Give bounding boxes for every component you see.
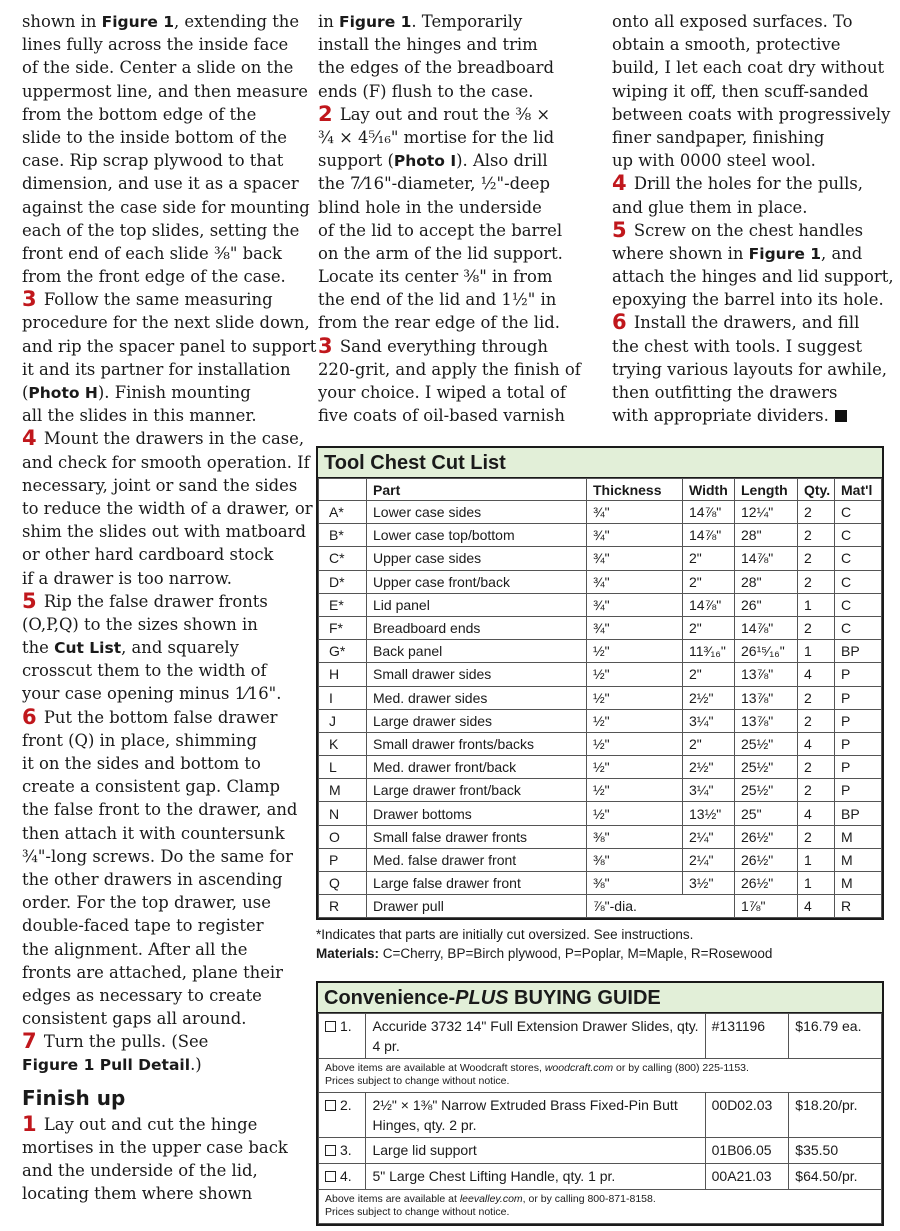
text-line: 3 Sand everything through (318, 333, 548, 358)
table-cell: P (835, 709, 882, 732)
table-cell: ½" (587, 709, 683, 732)
table-cell: L (319, 756, 367, 779)
step-number: 4 (612, 171, 627, 196)
table-cell: Small false drawer fronts (367, 825, 587, 848)
table-cell: 3½" (683, 872, 735, 895)
table-cell: 2" (683, 616, 735, 639)
text-line: and rip the spacer panel to support (22, 336, 317, 356)
text-line: the Cut List, and squarely (22, 638, 239, 658)
table-cell: N (319, 802, 367, 825)
text-line: it on the sides and bottom to (22, 754, 261, 773)
table-row (319, 616, 882, 639)
checkbox-icon (325, 1100, 336, 1111)
table-cell: P (835, 686, 882, 709)
table-cell: 2 (798, 756, 835, 779)
text-line: install the hinges and trim (318, 35, 538, 55)
text-line: shown in Figure 1, extending the (22, 12, 300, 31)
text-line: procedure for the next slide down, (22, 313, 310, 333)
text-line: where shown in Figure 1, and (612, 243, 863, 263)
buying-guide-title: Convenience-PLUS BUYING GUIDE (318, 983, 882, 1013)
table-cell: 2 (798, 501, 835, 524)
table-row (319, 895, 882, 918)
table-cell: 2" (683, 663, 735, 686)
table-row (319, 709, 882, 732)
table-cell: 1 (798, 872, 835, 895)
text-line: slide to the inside bottom of the (22, 127, 288, 147)
text-line: blind hole in the underside (318, 197, 542, 217)
text-line: trying various layouts for awhile, (612, 359, 887, 379)
text-line: 3 Follow the same measuring (22, 287, 273, 312)
text-line: the alignment. After all the (22, 939, 248, 959)
text-line: 4 Mount the drawers in the case, (22, 426, 305, 451)
table-cell: ⅜" (587, 825, 683, 848)
text-line: of the side. Center a slide on the (22, 58, 294, 78)
text-line: case. Rip scrap plywood to that (22, 151, 284, 171)
table-cell: 25½" (735, 779, 798, 802)
text-line: Locate its center ⅜" in from (318, 267, 553, 287)
text-line: if a drawer is too narrow. (22, 568, 232, 588)
text-line: with appropriate dividers. (612, 404, 892, 427)
guide-item-3: 3. Large lid support 01B06.05 $35.50 (319, 1138, 882, 1164)
table-cell: H (319, 663, 367, 686)
text-column-1 (22, 10, 317, 1205)
table-cell: 28" (735, 570, 798, 593)
table-cell: 13⅞" (735, 663, 798, 686)
table-cell: 1 (798, 640, 835, 663)
table-cell: C (835, 593, 882, 616)
table-cell: ⅞"-dia. (587, 895, 735, 918)
reference-label: Figure 1 Pull Detail (22, 1056, 191, 1075)
table-row (319, 732, 882, 755)
table-cell: ¾" (587, 501, 683, 524)
table-cell: 25½" (735, 756, 798, 779)
reference-label: Photo I (393, 152, 457, 171)
table-cell: 26½" (735, 872, 798, 895)
table-cell: I (319, 686, 367, 709)
text-column-2 (318, 10, 588, 427)
table-cell: B* (319, 524, 367, 547)
text-line: front end of each slide ⅜" back (22, 243, 282, 263)
table-row (319, 848, 882, 871)
text-line: from the bottom edge of the (22, 104, 257, 124)
table-cell: Breadboard ends (367, 616, 587, 639)
text-line: or other hard cardboard stock (22, 545, 274, 565)
table-cell: 2½" (683, 686, 735, 709)
step-number: 3 (22, 287, 37, 312)
reference-label: Figure 1 (748, 244, 822, 263)
table-cell: ½" (587, 756, 683, 779)
reference-label: Photo H (28, 384, 98, 402)
table-cell: E* (319, 593, 367, 616)
column-header: Qty. (798, 479, 835, 501)
table-row (319, 802, 882, 825)
text-line: attach the hinges and lid support, (612, 267, 894, 287)
table-cell: 2½" (683, 756, 735, 779)
table-cell: P (319, 848, 367, 871)
table-cell: 14⅞" (683, 501, 735, 524)
table-cell: ⅜" (587, 848, 683, 871)
table-cell: 12¼" (735, 501, 798, 524)
text-line: build, I let each coat dry without (612, 58, 885, 78)
text-line: shim the slides out with matboard (22, 522, 306, 542)
table-cell: ¾" (587, 616, 683, 639)
table-cell: ¾" (587, 570, 683, 593)
text-line: 1 Lay out and cut the hinge (22, 1111, 258, 1136)
text-line: 6 Install the drawers, and fill (612, 310, 860, 335)
reference-label: Figure 1 (339, 13, 412, 31)
oversize-note: *Indicates that parts are initially cut oversized. See instructions. (316, 927, 694, 942)
table-cell: Med. drawer sides (367, 686, 587, 709)
table-cell: ½" (587, 802, 683, 825)
table-cell: M (835, 825, 882, 848)
table-cell: 2¼" (683, 825, 735, 848)
table-cell: P (835, 732, 882, 755)
text-line: and check for smooth operation. If (22, 452, 310, 472)
table-cell: 14⅞" (735, 616, 798, 639)
text-line: from the front edge of the case. (22, 267, 286, 287)
column-header: Length (735, 479, 798, 501)
table-cell: D* (319, 570, 367, 593)
finish-up-heading: Finish up (22, 1085, 126, 1110)
text-line: 220-grit, and apply the finish of (318, 359, 581, 379)
table-cell: 26¹⁵⁄₁₆" (735, 640, 798, 663)
text-line: the end of the lid and 1½" in (318, 290, 557, 310)
step-number: 7 (22, 1029, 37, 1054)
column-header: Mat'l (835, 479, 882, 501)
text-line: uppermost line, and then measure (22, 81, 309, 101)
table-cell: 14⅞" (683, 524, 735, 547)
table-cell: 13⅞" (735, 686, 798, 709)
text-line: locating them where shown (22, 1184, 253, 1204)
table-row (319, 570, 882, 593)
table-cell: ½" (587, 640, 683, 663)
step-number: 1 (22, 1111, 37, 1136)
step-number: 5 (22, 588, 37, 613)
table-cell: 14⅞" (735, 547, 798, 570)
step-number: 6 (612, 310, 627, 335)
table-cell: G* (319, 640, 367, 663)
text-line: the other drawers in ascending (22, 869, 283, 889)
materials-key: Materials: C=Cherry, BP=Birch plywood, P=Poplar, M=Maple, R=Rosewood (316, 946, 773, 961)
table-row (319, 501, 882, 524)
text-line: and the underside of the lid, (22, 1161, 258, 1180)
text-line: in Figure 1. Temporarily (318, 12, 523, 31)
table-cell: C (835, 616, 882, 639)
table-row (319, 593, 882, 616)
table-cell: ¾" (587, 547, 683, 570)
text-line: up with 0000 steel wool. (612, 151, 816, 171)
text-line: consistent gaps all around. (22, 1009, 247, 1029)
table-cell: 4 (798, 895, 835, 918)
table-cell: Med. false drawer front (367, 848, 587, 871)
guide-item-2: 2. 2½" × 1⅜" Narrow Extruded Brass Fixed-Pin Butt Hinges, qty. 2 pr. 00D02.03 $18.20/pr. (319, 1093, 882, 1138)
cut-list-header-row (319, 479, 882, 501)
table-cell: 13⅞" (735, 709, 798, 732)
table-row (319, 779, 882, 802)
table-cell: Q (319, 872, 367, 895)
text-line: your choice. I wiped a total of (318, 383, 566, 402)
text-line: 2 Lay out and rout the ⅜ × (318, 101, 551, 126)
reference-label: Cut List (54, 639, 122, 658)
text-line: necessary, joint or sand the sides (22, 475, 298, 495)
table-cell: 1⅞" (735, 895, 798, 918)
table-cell: F* (319, 616, 367, 639)
table-cell: 26½" (735, 825, 798, 848)
text-line: Figure 1 Pull Detail.) (22, 1055, 202, 1075)
table-cell: Lower case top/bottom (367, 524, 587, 547)
step-number: 4 (22, 426, 37, 451)
text-line: your case opening minus 1⁄16". (22, 684, 282, 704)
table-cell: C (835, 570, 882, 593)
table-cell: 26" (735, 593, 798, 616)
table-cell: M (835, 872, 882, 895)
text-line: mortises in the upper case back (22, 1137, 288, 1157)
step-number: 5 (612, 217, 627, 242)
leevalley-note: Above items are available at leevalley.com, or by calling 800-871-8158. Prices subject to change without notice. (319, 1190, 882, 1224)
table-cell: 2 (798, 686, 835, 709)
table-cell: J (319, 709, 367, 732)
column-header: Part (367, 479, 587, 501)
column-header (319, 479, 367, 501)
text-line: support (Photo I). Also drill (318, 151, 548, 171)
text-line: 4 Drill the holes for the pulls, (612, 171, 863, 196)
table-cell: 2 (798, 825, 835, 848)
table-cell: BP (835, 802, 882, 825)
table-cell: ½" (587, 732, 683, 755)
table-cell: ¾" (587, 524, 683, 547)
text-line: order. For the top drawer, use (22, 893, 271, 913)
cut-list-footnote (316, 925, 891, 963)
table-cell: Large false drawer front (367, 872, 587, 895)
table-cell: 2" (683, 547, 735, 570)
table-cell: Large drawer front/back (367, 779, 587, 802)
text-line: it and its partner for installation (22, 359, 291, 379)
table-cell: Back panel (367, 640, 587, 663)
text-line: wiping it off, then scuff-sanded (612, 81, 869, 101)
table-cell: 2¼" (683, 848, 735, 871)
table-cell: 4 (798, 802, 835, 825)
table-row (319, 686, 882, 709)
text-line: obtain a smooth, protective (612, 35, 841, 55)
woodcraft-note: Above items are available at Woodcraft stores, woodcraft.com or by calling (800) 225-1153. Prices subject to change without notice. (319, 1059, 882, 1093)
checkbox-icon (325, 1145, 336, 1156)
table-cell: 13½" (683, 802, 735, 825)
table-cell: Large drawer sides (367, 709, 587, 732)
table-cell: Lid panel (367, 593, 587, 616)
text-line: lines fully across the inside face (22, 35, 289, 55)
text-line: 5 Screw on the chest handles (612, 217, 864, 242)
table-cell: 3¼" (683, 709, 735, 732)
table-cell: 2" (683, 732, 735, 755)
table-cell: 2 (798, 524, 835, 547)
cut-list-table (316, 446, 884, 920)
table-cell: P (835, 756, 882, 779)
text-line: then outfitting the drawers (612, 383, 838, 402)
table-cell: 3¼" (683, 779, 735, 802)
step-number: 3 (318, 333, 333, 358)
text-line: epoxying the barrel into its hole. (612, 290, 884, 310)
text-line: then attach it with countersunk (22, 823, 285, 843)
table-cell: 4 (798, 663, 835, 686)
table-row (319, 756, 882, 779)
table-cell: C* (319, 547, 367, 570)
table-cell: P (835, 779, 882, 802)
table-cell: Upper case front/back (367, 570, 587, 593)
table-cell: 2 (798, 779, 835, 802)
text-line: edges as necessary to create (22, 985, 262, 1005)
text-line: finer sandpaper, finishing (612, 127, 825, 147)
table-cell: C (835, 501, 882, 524)
cut-list-title: Tool Chest Cut List (318, 448, 882, 478)
table-cell: O (319, 825, 367, 848)
buying-guide (316, 981, 884, 1226)
reference-label: Figure 1 (101, 13, 175, 31)
text-line: 6 Put the bottom false drawer (22, 704, 278, 729)
table-cell: 2 (798, 616, 835, 639)
table-cell: 11³⁄₁₆" (683, 640, 735, 663)
checkbox-icon (325, 1171, 336, 1182)
text-line: of the lid to accept the barrel (318, 220, 563, 240)
table-cell: 1 (798, 848, 835, 871)
text-line: fronts are attached, plane their (22, 962, 284, 982)
step-number: 6 (22, 704, 37, 729)
table-cell: ½" (587, 663, 683, 686)
table-cell: 26½" (735, 848, 798, 871)
table-cell: Upper case sides (367, 547, 587, 570)
table-cell: Drawer pull (367, 895, 587, 918)
table-cell: ⅜" (587, 872, 683, 895)
text-line: crosscut them to the width of (22, 661, 267, 681)
text-line: double-faced tape to register (22, 916, 264, 936)
table-cell: 2 (798, 547, 835, 570)
table-cell: 2" (683, 570, 735, 593)
table-cell: 4 (798, 732, 835, 755)
table-cell: R (319, 895, 367, 918)
text-line: and glue them in place. (612, 197, 808, 217)
text-line: between coats with progressively (612, 104, 891, 124)
table-cell: 2 (798, 570, 835, 593)
text-line: five coats of oil-based varnish (318, 406, 565, 426)
text-line: onto all exposed surfaces. To (612, 12, 853, 31)
text-line: ¾ × 4⁵⁄₁₆" mortise for the lid (318, 127, 555, 147)
text-line: against the case side for mounting (22, 197, 310, 217)
table-cell: ½" (587, 779, 683, 802)
text-line: 5 Rip the false drawer fronts (22, 588, 268, 613)
end-mark-icon (835, 410, 847, 422)
text-column-3 (612, 10, 892, 427)
table-cell: Small drawer sides (367, 663, 587, 686)
table-row (319, 663, 882, 686)
text-line: the false front to the drawer, and (22, 800, 298, 820)
table-cell: M (319, 779, 367, 802)
text-line: all the slides in this manner. (22, 406, 257, 426)
text-line: dimension, and use it as a spacer (22, 174, 299, 194)
column-header: Width (683, 479, 735, 501)
table-cell: 25" (735, 802, 798, 825)
text-line: create a consistent gap. Clamp (22, 777, 281, 797)
table-cell: 28" (735, 524, 798, 547)
column-header: Thickness (587, 479, 683, 501)
table-cell: P (835, 663, 882, 686)
table-cell: 2 (798, 709, 835, 732)
table-cell: C (835, 547, 882, 570)
table-cell: 14⅞" (683, 593, 735, 616)
text-line: front (Q) in place, shimming (22, 730, 257, 750)
table-cell: M (835, 848, 882, 871)
table-cell: BP (835, 640, 882, 663)
table-row (319, 547, 882, 570)
text-line: the 7⁄16"-diameter, ½"-deep (318, 174, 550, 194)
text-line: the edges of the breadboard (318, 58, 555, 78)
table-cell: C (835, 524, 882, 547)
table-cell: Lower case sides (367, 501, 587, 524)
table-cell: Drawer bottoms (367, 802, 587, 825)
text-line: to reduce the width of a drawer, or (22, 498, 313, 518)
text-line: ¾"-long screws. Do the same for (22, 846, 293, 866)
text-line: the chest with tools. I suggest (612, 336, 863, 356)
text-line: (Photo H). Finish mounting (22, 383, 251, 402)
table-row (319, 872, 882, 895)
table-cell: Small drawer fronts/backs (367, 732, 587, 755)
guide-item-4: 4. 5" Large Chest Lifting Handle, qty. 1 pr. 00A21.03 $64.50/pr. (319, 1164, 882, 1190)
table-cell: 25½" (735, 732, 798, 755)
table-cell: A* (319, 501, 367, 524)
checkbox-icon (325, 1021, 336, 1032)
text-line: ends (F) flush to the case. (318, 81, 534, 101)
table-cell: ¾" (587, 593, 683, 616)
table-cell: ½" (587, 686, 683, 709)
table-cell: 1 (798, 593, 835, 616)
table-cell: K (319, 732, 367, 755)
table-row (319, 640, 882, 663)
text-line: (O,P,Q) to the sizes shown in (22, 614, 258, 634)
text-line: on the arm of the lid support. (318, 243, 563, 263)
text-line: each of the top slides, setting the (22, 220, 300, 240)
text-line: 7 Turn the pulls. (See (22, 1029, 209, 1054)
table-row (319, 524, 882, 547)
table-cell: R (835, 895, 882, 918)
table-row (319, 825, 882, 848)
step-number: 2 (318, 101, 333, 126)
table-cell: Med. drawer front/back (367, 756, 587, 779)
text-line: from the rear edge of the lid. (318, 313, 560, 333)
guide-item-1: 1. Accuride 3732 14" Full Extension Drawer Slides, qty. 4 pr. #131196 $16.79 ea. (319, 1014, 882, 1059)
